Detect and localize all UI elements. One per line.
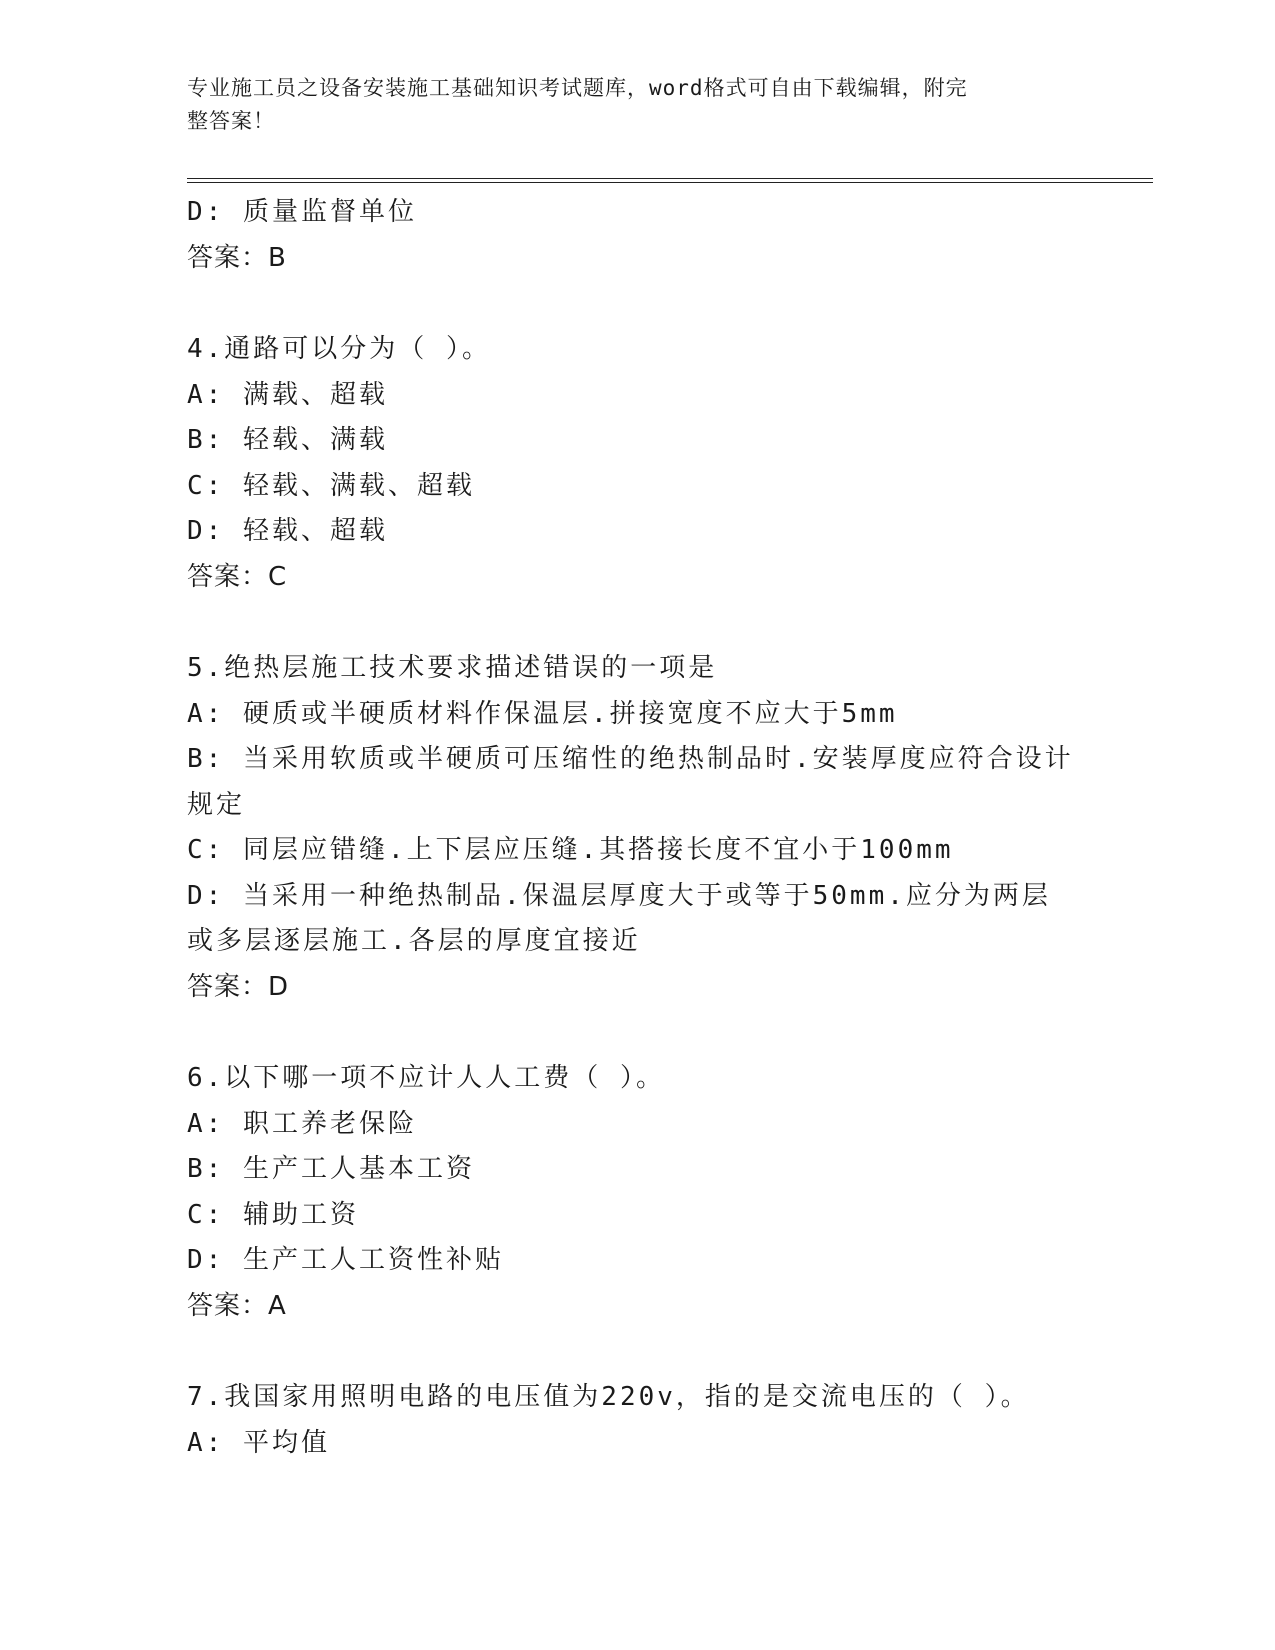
option-a: A: 满载、超载 [187,379,388,410]
question-stem: 6.以下哪一项不应计人人工费（ ）。 [187,1063,665,1093]
option-d: D: 当采用一种绝热制品.保温层厚度大于或等于50mm.应分为两层或多层逐层施工.各层的厚度宜接近 [187,880,1051,956]
answer: 答案：D [187,971,290,1002]
option-d: D: 生产工人工资性补贴 [187,1245,504,1275]
question-7 [187,1375,1087,1466]
question-4 [187,327,1087,600]
option-a: A: 硬质或半硬质材料作保温层.拼接宽度不应大于5mm [187,698,898,729]
prev-answer: 答案：B [187,242,287,273]
option-b: B: 生产工人基本工资 [187,1154,475,1184]
option-b: B: 轻载、满载 [187,425,388,455]
header-divider-top [187,178,1153,179]
header-line-2: 整答案！ [187,109,275,133]
header-divider-bottom [187,182,1153,183]
answer: 答案：A [187,1290,287,1321]
option-a: A: 平均值 [187,1427,330,1458]
question-stem: 7.我国家用照明电路的电压值为220v，指的是交流电压的（ ）。 [187,1382,1030,1412]
header-line-1: 专业施工员之设备安装施工基础知识考试题库，word格式可自由下载编辑，附完 [187,76,968,100]
option-d: D: 轻载、超载 [187,516,388,546]
question-6 [187,1056,1087,1329]
option-a: A: 职工养老保险 [187,1108,417,1139]
option-c: C: 同层应错缝.上下层应压缝.其搭接长度不宜小于100mm [187,835,954,865]
page-header [187,72,1087,138]
option-b: B: 当采用软质或半硬质可压缩性的绝热制品时.安装厚度应符合设计规定 [187,744,1074,820]
option-c: C: 辅助工资 [187,1199,359,1230]
option-c: C: 轻载、满载、超载 [187,470,475,501]
question-stem: 5.绝热层施工技术要求描述错误的一项是 [187,653,718,683]
document-body [187,190,1087,1466]
prev-option-d: D: 质量监督单位 [187,197,417,227]
question-stem: 4.通路可以分为（ ）。 [187,334,491,364]
question-5 [187,646,1087,1010]
answer: 答案：C [187,561,288,592]
